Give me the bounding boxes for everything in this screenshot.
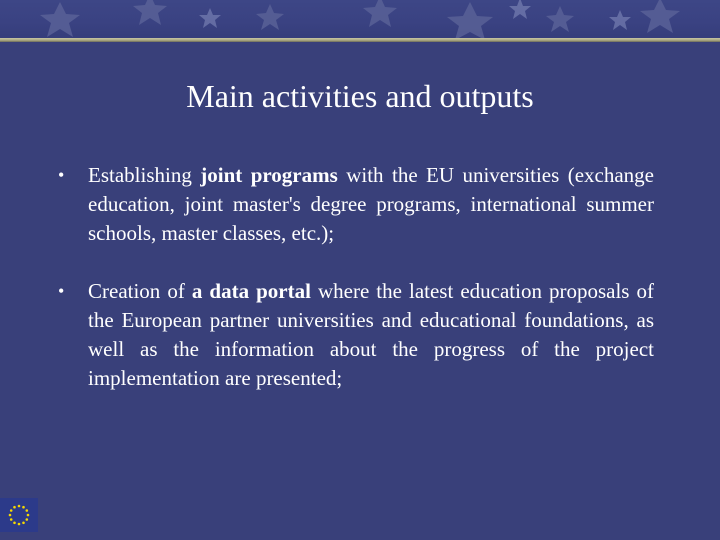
bullet-text-end: with the EU universities (exchange education, joint master's degree programs, international summer schools, master classes, etc.); <box>88 163 654 245</box>
bullet-emphasis: a data portal <box>191 279 311 303</box>
banner-stars-icon <box>0 0 720 40</box>
banner-divider <box>0 38 720 42</box>
bullet-icon: • <box>58 165 65 185</box>
bullet-text-start: Creation of <box>88 279 192 303</box>
bullet-emphasis: joint programs <box>200 163 338 187</box>
bullet-list <box>58 161 654 422</box>
bullet-text-start: Establishing <box>88 163 201 187</box>
eu-stars-banner <box>0 0 720 40</box>
bullet-icon: • <box>58 281 65 301</box>
list-item <box>58 277 654 393</box>
bullet-text-end: where the latest education proposals of the European partner universities and educational foundations, as well as the information about the progress of the project implementation are presented; <box>88 279 655 390</box>
slide-title: Main activities and outputs <box>186 78 534 114</box>
eu-flag-icon <box>0 498 38 532</box>
list-item <box>58 161 654 248</box>
